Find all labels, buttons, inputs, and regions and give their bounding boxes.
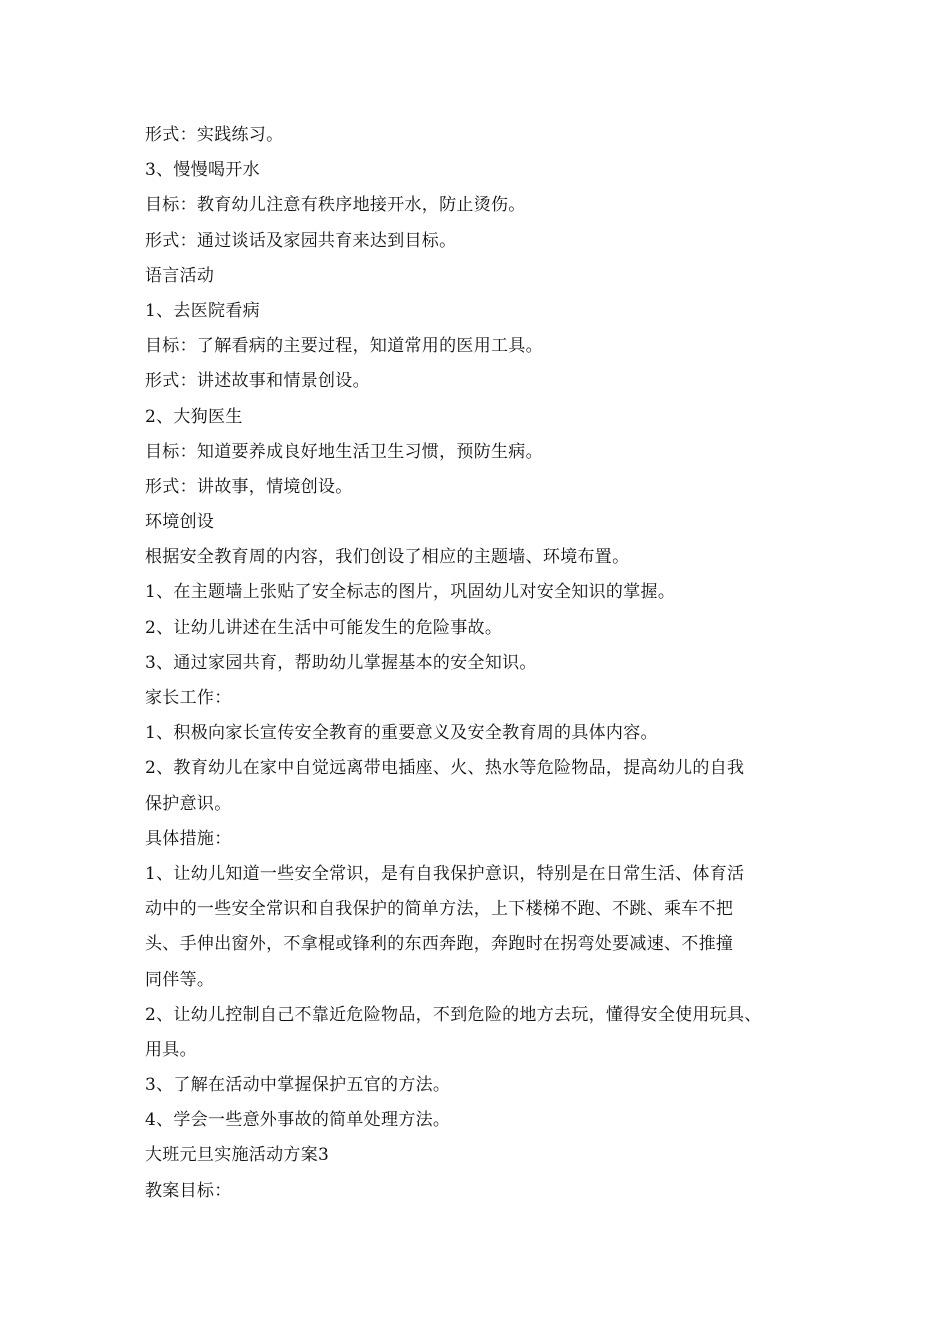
list-item: 2、让幼儿控制自己不靠近危险物品，不到危险的地方去玩，懂得安全使用玩具、: [145, 1004, 762, 1025]
list-item: 3、通过家园共育，帮助幼儿掌握基本的安全知识。: [145, 652, 537, 673]
text-line: 目标：知道要养成良好地生活卫生习惯，预防生病。: [145, 441, 543, 462]
list-item: 1、让幼儿知道一些安全常识，是有自我保护意识，特别是在日常生活、体育活: [145, 863, 745, 884]
list-item: 2、让幼儿讲述在生活中可能发生的危险事故。: [145, 617, 503, 638]
section-heading: 语言活动: [145, 265, 215, 286]
list-item: 3、了解在活动中掌握保护五官的方法。: [145, 1075, 451, 1096]
text-line: 形式：讲述故事和情景创设。: [145, 371, 370, 392]
list-item-heading: 3、慢慢喝开水: [145, 160, 260, 181]
text-line: 形式：讲故事，情境创设。: [145, 476, 353, 497]
section-heading: 家长工作：: [145, 688, 232, 708]
section-heading: 具体措施：: [145, 828, 232, 849]
text-line: 头、手伸出窗外，不拿棍或锋利的东西奔跑，奔跑时在拐弯处要减速、不推撞: [145, 934, 734, 955]
list-item-heading: 2、大狗医生: [145, 406, 243, 427]
section-heading: 大班元旦实施活动方案3: [145, 1145, 330, 1166]
text-line: 同伴等。: [145, 969, 215, 990]
text-line: 根据安全教育周的内容，我们创设了相应的主题墙、环境布置。: [145, 547, 630, 568]
document-body: [145, 118, 825, 1209]
list-item: 2、教育幼儿在家中自觉远离带电插座、火、热水等危险物品，提高幼儿的自我: [145, 758, 745, 779]
text-line: 目标：了解看病的主要过程，知道常用的医用工具。: [145, 336, 543, 357]
list-item-heading: 1、去医院看病: [145, 300, 260, 321]
section-heading: 环境创设: [145, 512, 215, 533]
text-line: 动中的一些安全常识和自我保护的简单方法，上下楼梯不跑、不跳、乘车不把: [145, 899, 734, 920]
section-heading: 教案目标：: [145, 1180, 232, 1201]
text-line: 用具。: [145, 1039, 197, 1060]
text-line: 形式：通过谈话及家园共育来达到目标。: [145, 230, 457, 251]
list-item: 1、在主题墙上张贴了安全标志的图片，巩固幼儿对安全知识的掌握。: [145, 582, 676, 603]
list-item: 1、积极向家长宣传安全教育的重要意义及安全教育周的具体内容。: [145, 723, 658, 744]
text-line: 保护意识。: [145, 793, 232, 814]
text-line: 目标：教育幼儿注意有秩序地接开水，防止烫伤。: [145, 195, 526, 216]
list-item: 4、学会一些意外事故的简单处理方法。: [145, 1110, 451, 1131]
text-line: 形式：实践练习。: [145, 125, 284, 145]
